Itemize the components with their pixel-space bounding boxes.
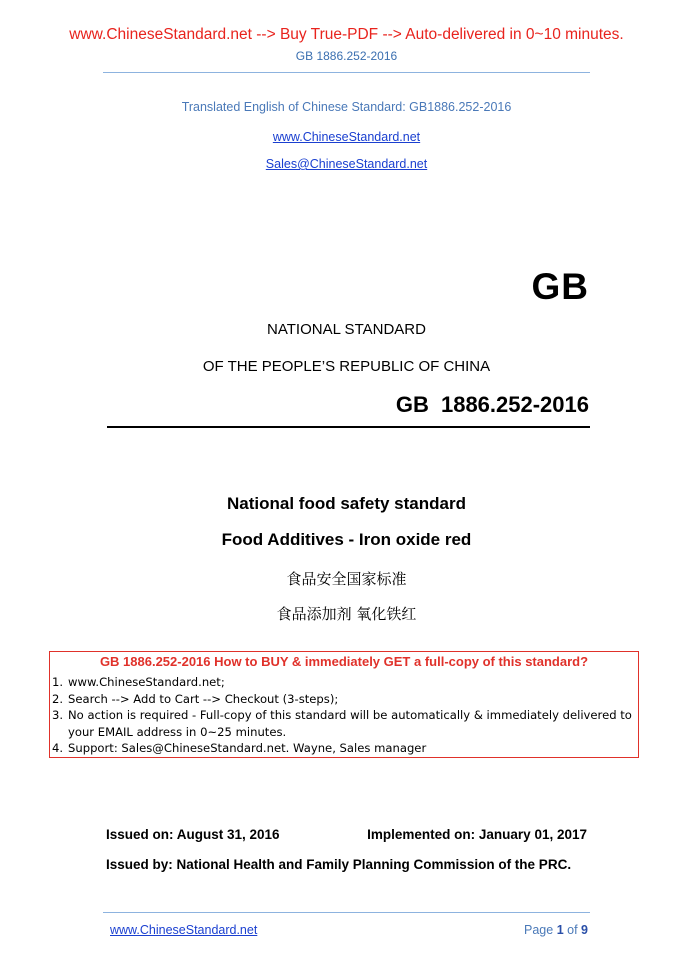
email-link-wrap — [0, 155, 693, 173]
purchase-box-title: GB 1886.252-2016 How to BUY & immediately GET a full-copy of this standard? — [99, 654, 589, 669]
national-standard-heading: NATIONAL STANDARD — [267, 321, 426, 338]
title-english-line1: National food safety standard — [227, 494, 466, 513]
step-number: 3. — [52, 708, 64, 722]
purchase-steps-list — [52, 674, 632, 757]
purchase-info-box — [49, 651, 639, 758]
issued-on-date: Issued on: August 31, 2016 — [106, 827, 280, 842]
page-of-label: of — [567, 923, 578, 937]
top-banner[interactable]: www.ChineseStandard.net --> Buy True-PDF --> Auto-delivered in 0~10 minutes. — [69, 26, 624, 43]
step-text: No action is required - Full-copy of this standard will be automatically & immediately delivered to your EMAIL address in 0~25 minutes. — [68, 708, 632, 739]
title-chinese-line1: 食品安全国家标准 — [286, 570, 407, 588]
translation-note: Translated English of Chinese Standard: GB1886.252-2016 — [181, 100, 512, 114]
issuing-authority: Issued by: National Health and Family Planning Commission of the PRC. — [106, 857, 572, 872]
header-divider — [103, 72, 590, 73]
purchase-step — [52, 740, 632, 757]
step-text: Search --> Add to Cart --> Checkout (3-steps); — [68, 691, 339, 706]
purchase-step — [52, 691, 632, 708]
email-link[interactable]: Sales@ChineseStandard.net — [265, 157, 428, 171]
footer-website-link[interactable]: www.ChineseStandard.net — [110, 923, 258, 937]
page-label: Page — [524, 923, 554, 937]
gb-logo: GB — [531, 266, 589, 307]
footer-link-wrap — [110, 923, 257, 937]
header-standard-number: GB 1886.252-2016 — [295, 49, 398, 63]
step-number: 1. — [52, 675, 64, 689]
current-page-number: 1 — [556, 923, 564, 937]
website-link[interactable]: www.ChineseStandard.net — [272, 130, 421, 144]
country-heading: OF THE PEOPLE’S REPUBLIC OF CHINA — [202, 358, 491, 375]
step-number: 4. — [52, 741, 64, 755]
total-pages-number: 9 — [581, 923, 588, 937]
website-link-wrap — [0, 128, 693, 146]
step-text[interactable]: www.ChineseStandard.net; — [68, 675, 225, 689]
footer-divider — [103, 912, 590, 913]
page-indicator — [524, 923, 588, 937]
step-text: Support: Sales@ChineseStandard.net. Wayne, Sales manager — [68, 741, 427, 755]
title-english-line2: Food Additives - Iron oxide red — [221, 530, 472, 549]
title-divider — [107, 426, 590, 428]
purchase-step — [52, 674, 632, 691]
standard-number: GB 1886.252-2016 — [395, 392, 589, 417]
title-chinese-line2: 食品添加剂 氧化铁红 — [276, 605, 417, 623]
implemented-on-date: Implemented on: January 01, 2017 — [367, 827, 587, 842]
step-number: 2. — [52, 691, 64, 706]
purchase-step — [52, 707, 632, 740]
